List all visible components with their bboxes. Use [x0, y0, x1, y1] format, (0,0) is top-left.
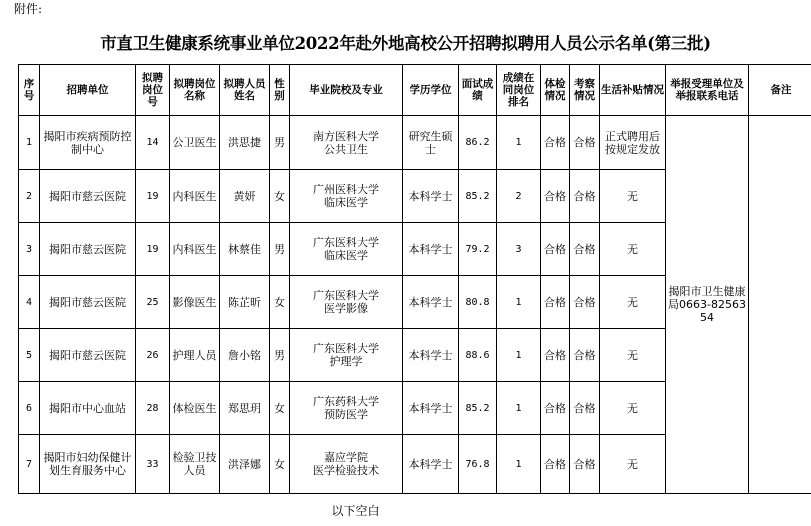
row-post-name: 影像医生: [170, 276, 220, 329]
row-score: 79.2: [459, 223, 497, 276]
row-post-no: 26: [136, 329, 170, 382]
row-school: 广东药科大学: [313, 395, 379, 408]
row-gender: 男: [270, 116, 290, 170]
row-index: 3: [19, 223, 40, 276]
header-score: 面试成绩: [459, 65, 497, 116]
header-inspection: 考察情况: [570, 65, 600, 116]
row-index: 4: [19, 276, 40, 329]
row-subsidy: 无: [600, 170, 666, 223]
row-post-name: 公卫医生: [170, 116, 220, 170]
row-physical: 合格: [541, 382, 570, 435]
row-physical: 合格: [541, 329, 570, 382]
row-score: 88.6: [459, 329, 497, 382]
row-school: 南方医科大学: [313, 129, 379, 143]
row-degree: 本科学士: [403, 223, 459, 276]
row-subsidy: 无: [600, 329, 666, 382]
attachment-label: 附件:: [14, 2, 43, 16]
row-post-no: 19: [136, 223, 170, 276]
header-post-no: 拟聘岗位号: [136, 65, 170, 116]
header-report: 举报受理单位及举报联系电话: [666, 65, 749, 116]
row-unit: 揭阳市慈云医院: [40, 329, 136, 382]
row-school-major: [290, 116, 403, 170]
row-school-major: [290, 170, 403, 223]
row-rank: 2: [497, 170, 541, 223]
header-rank: 成绩在同岗位排名: [497, 65, 541, 116]
row-school: 广州医科大学: [313, 183, 379, 196]
row-major: 护理学: [329, 355, 363, 368]
row-subsidy: 无: [600, 276, 666, 329]
row-physical: 合格: [541, 170, 570, 223]
row-post-name: 护理人员: [170, 329, 220, 382]
row-rank: 1: [497, 382, 541, 435]
header-index: 序号: [19, 65, 40, 116]
header-school-major: 毕业院校及专业: [290, 65, 403, 116]
row-rank: 1: [497, 276, 541, 329]
table-row: [19, 116, 811, 170]
header-subsidy: 生活补贴情况: [600, 65, 666, 116]
row-unit: 揭阳市慈云医院: [40, 223, 136, 276]
row-post-no: 28: [136, 382, 170, 435]
row-post-name: 内科医生: [170, 223, 220, 276]
header-post-name: 拟聘岗位名称: [170, 65, 220, 116]
row-person: 詹小铭: [220, 329, 270, 382]
row-person: 黄妍: [220, 170, 270, 223]
row-person: 洪泽娜: [220, 435, 270, 494]
row-inspection: 合格: [570, 276, 600, 329]
row-inspection: 合格: [570, 329, 600, 382]
row-score: 76.8: [459, 435, 497, 494]
row-school-major: [290, 435, 403, 494]
row-score: 86.2: [459, 116, 497, 170]
row-major: 医学影像: [324, 302, 368, 315]
row-inspection: 合格: [570, 223, 600, 276]
row-gender: 女: [270, 435, 290, 494]
row-post-name: 检验卫技人员: [170, 435, 220, 494]
row-person: 郑思玥: [220, 382, 270, 435]
header-degree: 学历学位: [403, 65, 459, 116]
row-degree: 本科学士: [403, 170, 459, 223]
row-person: 陈芷昕: [220, 276, 270, 329]
row-degree: 本科学士: [403, 435, 459, 494]
row-degree: 研究生硕士: [403, 116, 459, 170]
row-degree: 本科学士: [403, 276, 459, 329]
row-subsidy: 无: [600, 223, 666, 276]
row-degree: 本科学士: [403, 329, 459, 382]
remark-cell: [749, 116, 811, 494]
row-gender: 男: [270, 223, 290, 276]
row-school: 嘉应学院: [324, 451, 368, 464]
row-score: 80.8: [459, 276, 497, 329]
row-gender: 女: [270, 170, 290, 223]
page-title: 市直卫生健康系统事业单位2022年赴外地高校公开招聘拟聘用人员公示名单(第三批): [100, 34, 711, 53]
row-person: 林蔡佳: [220, 223, 270, 276]
row-unit: 揭阳市疾病预防控制中心: [40, 116, 136, 170]
row-post-no: 25: [136, 276, 170, 329]
table-header-row: [19, 65, 811, 116]
row-physical: 合格: [541, 223, 570, 276]
row-rank: 3: [497, 223, 541, 276]
row-school-major: [290, 382, 403, 435]
header-unit: 招聘单位: [40, 65, 136, 116]
row-school: 广东医科大学: [313, 342, 379, 355]
row-gender: 男: [270, 329, 290, 382]
row-degree: 本科学士: [403, 382, 459, 435]
row-major: 预防医学: [324, 408, 368, 421]
personnel-table: [18, 64, 811, 494]
row-inspection: 合格: [570, 116, 600, 170]
row-subsidy: 正式聘用后按规定发放: [600, 116, 666, 170]
row-physical: 合格: [541, 435, 570, 494]
row-index: 6: [19, 382, 40, 435]
row-post-no: 14: [136, 116, 170, 170]
row-subsidy: 无: [600, 382, 666, 435]
row-major: 临床医学: [324, 196, 368, 209]
row-score: 85.2: [459, 382, 497, 435]
header-physical: 体检情况: [541, 65, 570, 116]
row-major: 临床医学: [324, 249, 368, 262]
row-person: 洪思捷: [220, 116, 270, 170]
row-rank: 1: [497, 329, 541, 382]
row-school-major: [290, 329, 403, 382]
row-subsidy: 无: [600, 435, 666, 494]
row-post-name: 体检医生: [170, 382, 220, 435]
header-gender: 性别: [270, 65, 290, 116]
row-school-major: [290, 276, 403, 329]
row-rank: 1: [497, 116, 541, 170]
row-unit: 揭阳市妇幼保健计划生育服务中心: [40, 435, 136, 494]
row-physical: 合格: [541, 276, 570, 329]
row-inspection: 合格: [570, 382, 600, 435]
row-inspection: 合格: [570, 170, 600, 223]
row-school: 广东医科大学: [313, 289, 379, 302]
row-gender: 女: [270, 276, 290, 329]
row-rank: 1: [497, 435, 541, 494]
row-school: 广东医科大学: [313, 236, 379, 249]
row-index: 5: [19, 329, 40, 382]
row-physical: 合格: [541, 116, 570, 170]
header-remark: 备注: [749, 65, 811, 116]
footer-note: 以下空白: [331, 504, 380, 518]
row-inspection: 合格: [570, 435, 600, 494]
row-index: 7: [19, 435, 40, 494]
row-unit: 揭阳市慈云医院: [40, 170, 136, 223]
header-person: 拟聘人员姓名: [220, 65, 270, 116]
row-gender: 女: [270, 382, 290, 435]
row-major: 公共卫生: [324, 142, 368, 156]
row-index: 1: [19, 116, 40, 170]
row-post-name: 内科医生: [170, 170, 220, 223]
row-post-no: 19: [136, 170, 170, 223]
row-unit: 揭阳市慈云医院: [40, 276, 136, 329]
report-contact: 揭阳市卫生健康局0663-8256354: [666, 116, 749, 494]
row-index: 2: [19, 170, 40, 223]
row-school-major: [290, 223, 403, 276]
row-major: 医学检验技术: [313, 464, 379, 477]
row-score: 85.2: [459, 170, 497, 223]
row-post-no: 33: [136, 435, 170, 494]
row-unit: 揭阳市中心血站: [40, 382, 136, 435]
